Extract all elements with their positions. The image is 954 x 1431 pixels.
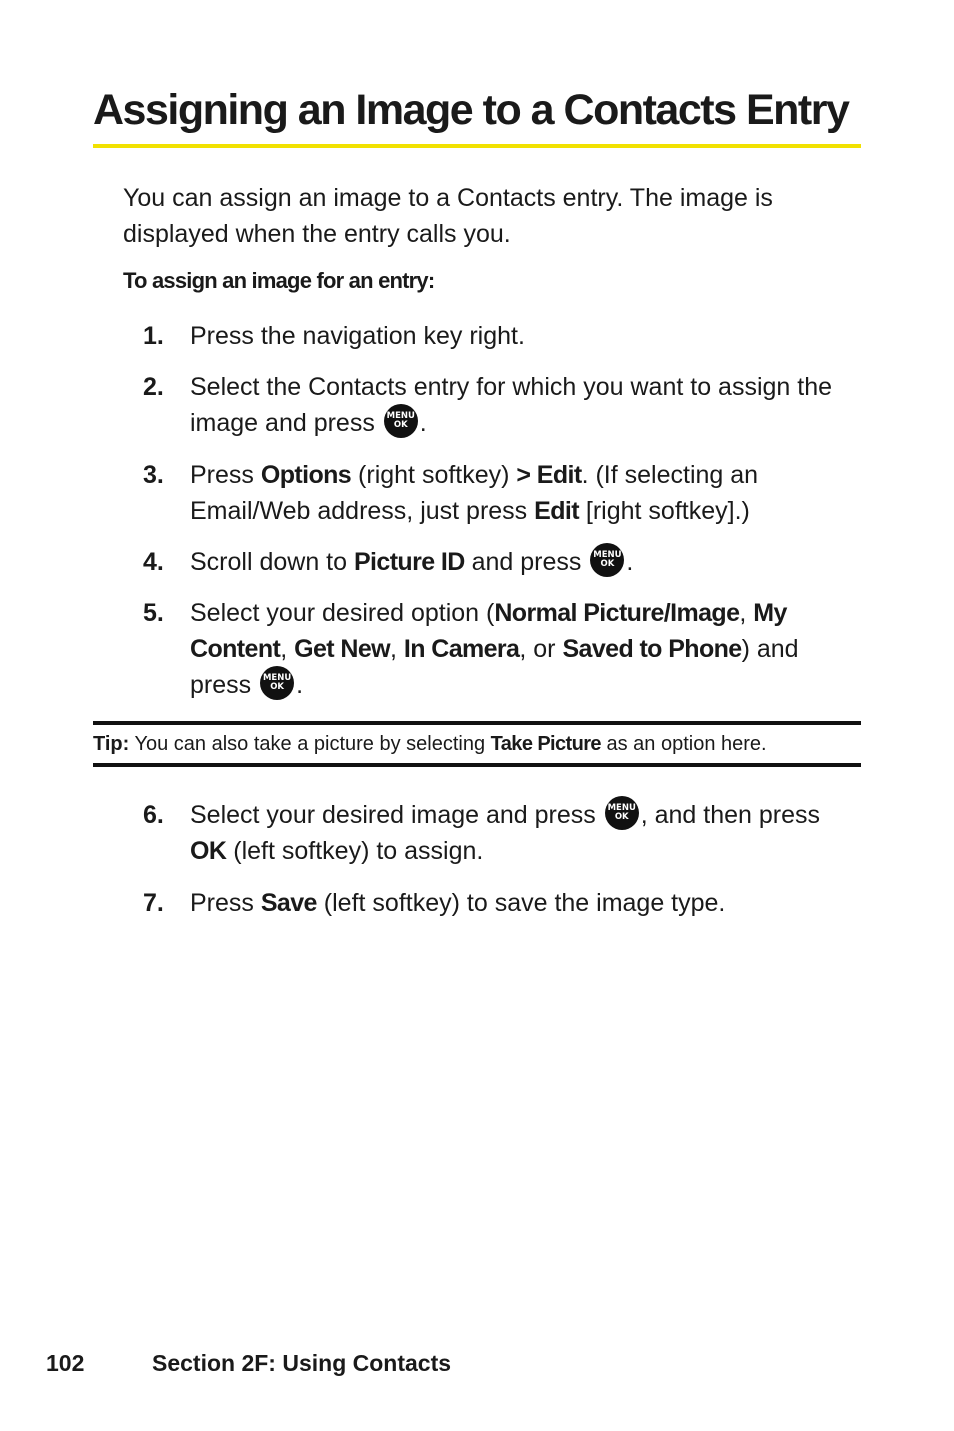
step-text: Scroll down to Picture ID and press MENU OK . [190, 544, 848, 580]
step-1 [143, 318, 848, 354]
picture-id-label: Picture ID [353, 548, 465, 576]
page-number: 102 [46, 1350, 85, 1376]
tip-label: Tip: [93, 733, 130, 755]
step-text: Select your desired image and press MENU OK , and then press OK (left softkey) to assign. [190, 797, 848, 869]
step-2 [143, 369, 848, 441]
intro-paragraph: You can assign an image to a Contacts entry. The image is displayed when the entry calls you. [123, 184, 773, 248]
step-number: 5. [143, 599, 164, 627]
option-in-camera: In Camera [403, 635, 520, 663]
option-saved-to-phone: Saved to Phone [562, 635, 742, 663]
step-text: Press the navigation key right. [190, 322, 525, 350]
step-number: 6. [143, 801, 164, 829]
page-title: Assigning an Image to a Contacts Entry [93, 86, 849, 134]
step-6 [143, 797, 848, 869]
title-underline [93, 144, 861, 148]
procedure-heading: To assign an image for an entry: [123, 268, 435, 293]
option-normal-picture: Normal Picture/Image [494, 599, 740, 627]
step-number: 2. [143, 373, 164, 401]
step-number: 1. [143, 322, 164, 350]
step-text: Press Options (right softkey) > Edit. (If selecting an Email/Web address, just press Edit [right softkey].) [190, 461, 759, 525]
step-4 [143, 544, 848, 580]
take-picture-label: Take Picture [490, 733, 601, 755]
option-get-new: Get New [294, 635, 390, 663]
step-3 [143, 457, 848, 529]
ok-softkey-label: OK [190, 837, 227, 866]
save-softkey-label: Save [260, 889, 317, 917]
step-number: 3. [143, 461, 164, 489]
menu-ok-key-icon: MENU OK [384, 404, 418, 438]
edit-softkey-label: Edit [534, 497, 579, 525]
step-5 [143, 595, 848, 703]
step-text: Select your desired option (Normal Picture/Image, My Content, Get New, In Camera, or Saved to Phone) and press MENU OK . [190, 599, 799, 699]
step-7 [143, 885, 848, 921]
menu-ok-key-icon: MENU OK [260, 666, 294, 700]
edit-menu-label: > Edit [516, 461, 582, 489]
step-text: Press Save (left softkey) to save the image type. [190, 889, 726, 917]
step-number: 7. [143, 889, 164, 917]
tip-text: Tip: You can also take a picture by selecting Take Picture as an option here. [93, 733, 767, 755]
menu-ok-key-icon: MENU OK [590, 543, 624, 577]
section-title: Section 2F: Using Contacts [152, 1350, 452, 1376]
option-my-content: My Content [190, 599, 787, 663]
step-text: Select the Contacts entry for which you want to assign the image and press MENU OK . [190, 373, 833, 437]
options-softkey-label: Options [260, 461, 352, 489]
tip-box [93, 721, 861, 767]
step-number: 4. [143, 548, 164, 576]
menu-ok-key-icon: MENU OK [605, 796, 639, 830]
